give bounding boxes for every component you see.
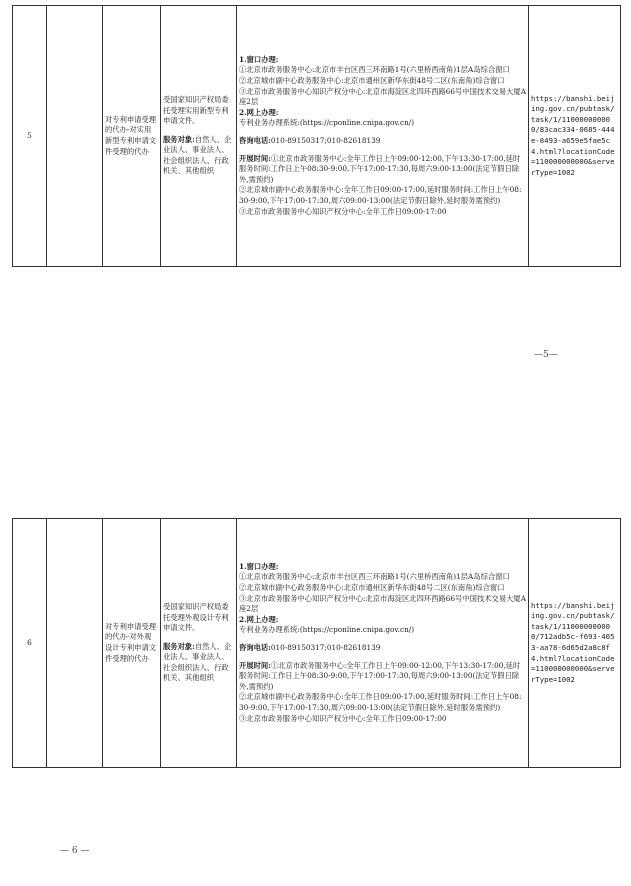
window-item: ①北京市政务服务中心:北京市丰台区西三环南路1号(六里桥西南角)1层A岛综合窗口	[239, 65, 510, 75]
hours-item: ③北京市政务服务中心知识产权分中心:全年工作日09:00-17:00	[239, 713, 447, 723]
window-item: ③北京市政务服务中心知识产权分中心:北京市海淀区北四环西路66号中国技术交易大厦A座2层	[239, 593, 526, 614]
phone-text: 010-89150317;010-82618139	[270, 136, 381, 145]
hours-item: ①北京市政务服务中心:全年工作日上午09:00-12:00,下午13:30-17:00,延时服务时间:工作日上午08:30-9:00,下午17:00-17:30,每周六9:00-13:00(法定节假日除外,需预约)	[239, 660, 521, 691]
table-row	[13, 519, 621, 768]
phone-text: 010-89150317;010-82618139	[270, 643, 381, 652]
service-table-page-5	[12, 5, 621, 267]
basis-text: 受国家知识产权局委托受理实用新型专利申请文件。	[163, 94, 229, 126]
target-label: 服务对象:	[163, 641, 195, 651]
basis-cell	[161, 519, 237, 768]
window-item: ①北京市政务服务中心:北京市丰台区西三环南路1号(六里桥西南角)1层A岛综合窗口	[239, 572, 510, 582]
service-table-page-6	[12, 518, 621, 768]
window-title: 1.窗口办理:	[239, 561, 279, 571]
blank-cell	[47, 519, 103, 768]
page-number: — 6 —	[60, 846, 90, 856]
service-url[interactable]: https://banshi.beijing.gov.cn/pubtask/task/1/110000000000/712adb5c-f693-4053-aa78-6d65d2a8c8f4.html?locationCode=110000000000&serverType=1002	[529, 519, 621, 768]
target-text: 自然人、企业法人、事业法人、社会组织法人、行政机关、其他组织	[163, 134, 232, 176]
target-label: 服务对象:	[163, 134, 195, 144]
hours-item: ①北京市政务服务中心:全年工作日上午09:00-12:00,下午13:30-17:00,延时服务时间:工作日上午08:30-9:00,下午17:00-17:30,每周六9:00-13:00(法定节假日除外,需预约)	[239, 153, 521, 184]
hours-label: 开展时间:	[239, 153, 271, 163]
handling-cell	[237, 519, 529, 768]
window-item: ②北京城市副中心政务服务中心:北京市通州区新华东街48号二区(东南角)综合窗口	[239, 583, 505, 593]
item-name: 对专利申请受理的代办-对实用新型专利申请文件受理的代办	[103, 6, 161, 267]
basis-text: 受国家知识产权局委托受理外观设计专利申请文件。	[163, 601, 229, 633]
phone-label: 咨询电话:	[239, 136, 271, 145]
online-text: 专利业务办理系统:(https://cponline.cnipa.gov.cn/)	[239, 625, 415, 635]
window-title: 1.窗口办理:	[239, 54, 279, 64]
target-text: 自然人、企业法人、事业法人、社会组织法人、行政机关、其他组织	[163, 641, 232, 683]
window-item: ②北京城市副中心政务服务中心:北京市通州区新华东街48号二区(东南角)综合窗口	[239, 76, 505, 86]
table-row	[13, 6, 621, 267]
online-text: 专利业务办理系统:(https://cponline.cnipa.gov.cn/)	[239, 118, 415, 128]
item-name: 对专利申请受理的代办-对外观设计专利申请文件受理的代办	[103, 519, 161, 768]
row-number: 6	[13, 519, 47, 768]
page-number: —5—	[534, 350, 558, 360]
row-number: 5	[13, 6, 47, 267]
window-item: ③北京市政务服务中心知识产权分中心:北京市海淀区北四环西路66号中国技术交易大厦A座2层	[239, 86, 526, 107]
handling-cell	[237, 6, 529, 267]
online-title: 2.网上办理:	[239, 107, 279, 117]
online-title: 2.网上办理:	[239, 614, 279, 624]
basis-cell	[161, 6, 237, 267]
phone-label: 咨询电话:	[239, 643, 271, 652]
service-url[interactable]: https://banshi.beijing.gov.cn/pubtask/task/1/110000000000/83cac334-0685-444e-8493-a659e5fae5c4.html?locationCode=110000000000&serverType=1002	[529, 6, 621, 267]
hours-item: ②北京城市副中心政务服务中心:全年工作日09:00-17:00,延时服务时间:工作日上午08:30-9:00,下午17:00-17:30,周六09:00-13:00(法定节假日除外,延时服务需预约)	[239, 185, 522, 205]
hours-item: ②北京城市副中心政务服务中心:全年工作日09:00-17:00,延时服务时间:工作日上午08:30-9:00,下午17:00-17:30,周六09:00-13:00(法定节假日除外,延时服务需预约)	[239, 692, 522, 712]
blank-cell	[47, 6, 103, 267]
hours-item: ③北京市政务服务中心知识产权分中心:全年工作日09:00-17:00	[239, 206, 447, 216]
hours-label: 开展时间:	[239, 660, 271, 670]
